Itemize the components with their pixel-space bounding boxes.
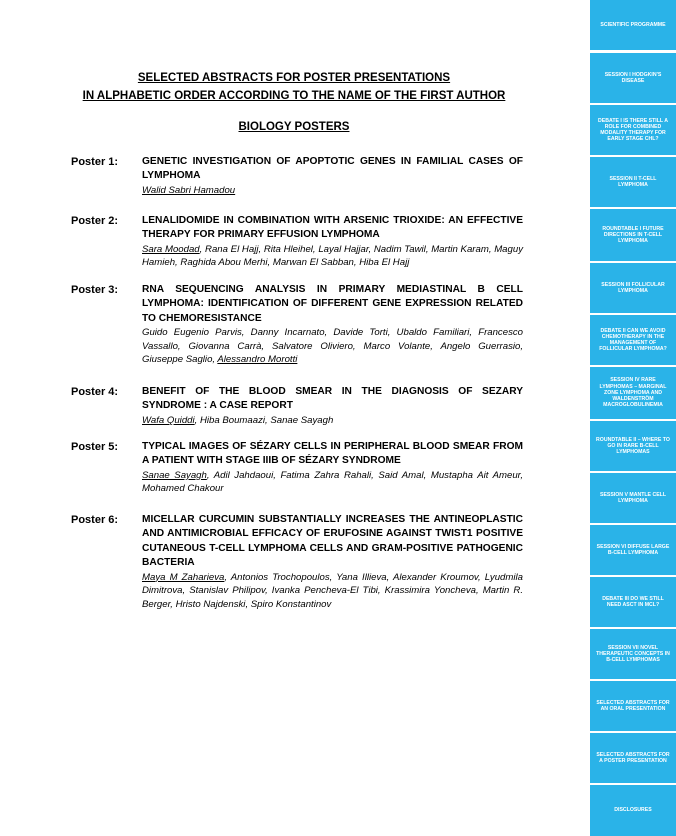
co-authors: , Rana El Hajj, Rita Hleihel, Layal Hajjar, Nadim Tawil, Martin Karam, Maguy Hamieh, Raghida Abou Merhi, Marwan El Sabban, Hiba El Hajj [142, 243, 523, 269]
sidebar-item-label: SELECTED ABSTRACTS FOR A POSTER PRESENTATION [596, 751, 670, 764]
presenting-author: Maya M Zaharieva [142, 571, 225, 583]
poster-title: GENETIC INVESTIGATION OF APOPTOTIC GENES IN FAMILIAL CASES OF LYMPHOMA [142, 156, 523, 182]
poster-authors [142, 414, 523, 428]
poster-title: RNA SEQUENCING ANALYSIS IN PRIMARY MEDIASTINAL B CELL LYMPHOMA: IDENTIFICATION OF DIFFERENT GENE EXPRESSION RELATED TO CHEMORESISTANCE [142, 284, 523, 324]
sidebar-item-debate-3[interactable] [590, 577, 676, 627]
presenting-author: Walid Sabri Hamadou [142, 184, 236, 196]
sidebar-item-disclosures[interactable] [590, 785, 676, 836]
title-line-1: SELECTED ABSTRACTS FOR POSTER PRESENTATIONS [137, 72, 451, 84]
poster-entry-4 [71, 385, 523, 427]
sidebar-item-label: DEBATE II CAN WE AVOID CHEMOTHERAPY IN THE MANAGEMENT OF FOLLICULAR LYMPHOMA? [599, 327, 667, 353]
section-heading: BIOLOGY POSTERS [238, 121, 350, 133]
poster-entry-1 [71, 155, 523, 197]
sidebar-item-label: DEBATE III DO WE STILL NEED ASCT IN MCL? [602, 595, 664, 608]
sidebar-item-label: ROUNDTABLE I FUTURE DIRECTIONS IN T-CELL LYMPHOMA [602, 225, 664, 245]
sidebar-item-label: SCIENTIFIC PROGRAMME [600, 21, 666, 28]
poster-entry-2 [71, 214, 523, 270]
poster-label: Poster 2: [71, 215, 119, 227]
poster-authors [142, 184, 523, 198]
poster-title: TYPICAL IMAGES OF SÉZARY CELLS IN PERIPHERAL BLOOD SMEAR FROM A PATIENT WITH STAGE IIIB OF SÉZARY SYNDROME [142, 441, 523, 467]
poster-authors [142, 243, 523, 270]
sidebar-item-session-6[interactable] [590, 525, 676, 575]
sidebar-item-session-5[interactable] [590, 473, 676, 523]
sidebar-item-label: SESSION IV RARE LYMPHOMAS – MARGINAL ZONE LYMPHOMA AND WALDENSTRÖM MACROGLOBULINEMIA [599, 377, 667, 409]
co-authors: , Antonios Trochopoulos, Yana Illieva, Alexander Kroumov, Lyudmila Dimitrova, Stanislav Philipov, Ivanka Pencheva-El Tibi, Krassimira Yoncheva, Martin R. Berger, Hristo Najdenski, Spiro Konstantinov [142, 571, 523, 610]
sidebar-item-session-4[interactable] [590, 367, 676, 419]
co-authors: , Adil Jahdaoui, Fatima Zahra Rahali, Said Amal, Mustapha Ait Ameur, Mohamed Chakour [142, 469, 523, 495]
sidebar-item-session-2[interactable] [590, 157, 676, 207]
poster-authors [142, 326, 523, 367]
poster-label: Poster 1: [71, 156, 119, 168]
sidebar-item-poster-abstracts[interactable] [590, 733, 676, 783]
co-authors: Guido Eugenio Parvis, Danny Incarnato, Davide Torti, Ubaldo Familiari, Francesco Vassallo, Giovanna Carrà, Salvatore Oliviero, Marco Volante, Angelo Guerrasio, Giuseppe Saglio, [142, 327, 523, 366]
page-title [0, 69, 588, 105]
poster-label: Poster 4: [71, 386, 119, 398]
sidebar-item-scientific-programme[interactable] [590, 0, 676, 50]
poster-title: LENALIDOMIDE IN COMBINATION WITH ARSENIC TRIOXIDE: AN EFFECTIVE THERAPY FOR PRIMARY EFFUSION LYMPHOMA [142, 215, 523, 241]
sidebar-item-debate-2[interactable] [590, 315, 676, 365]
poster-label: Poster 6: [71, 514, 119, 526]
co-authors: , Hiba Boumaazi, Sanae Sayagh [194, 414, 334, 426]
sidebar-item-label: SESSION VI DIFFUSE LARGE B-CELL LYMPHOMA [596, 543, 670, 556]
sidebar-item-label: DEBATE I IS THERE STILL A ROLE FOR COMBINED MODALITY THERAPY FOR EARLY STAGE CHL? [598, 117, 668, 143]
sidebar-item-label: SESSION VII NOVEL THERAPEUTIC CONCEPTS IN B-CELL LYMPHOMAS [596, 644, 670, 664]
sidebar-item-oral-abstracts[interactable] [590, 681, 676, 731]
poster-title: MICELLAR CURCUMIN SUBSTANTIALLY INCREASES THE ANTINEOPLASTIC AND ANTIMICROBIAL EFFICACY OF ERUFOSINE AGAINST TWIST1 POSITIVE CUTANEOUS T-CELL LYMPHOMA CELLS AND GRAM-POSITIVE PATHOGENIC BACTERIA [142, 514, 523, 569]
sidebar-item-label: SELECTED ABSTRACTS FOR AN ORAL PRESENTATION [596, 699, 670, 712]
sidebar-item-debate-1[interactable] [590, 105, 676, 155]
poster-authors [142, 469, 523, 496]
sidebar-item-label: DISCLOSURES [614, 807, 652, 814]
presenting-author: Sanae Sayagh [142, 469, 207, 481]
presenting-author: Sara Moodad [142, 243, 200, 255]
presenting-author: Alessandro Morotti [217, 354, 298, 366]
poster-title: BENEFIT OF THE BLOOD SMEAR IN THE DIAGNOSIS OF SEZARY SYNDROME : A CASE REPORT [142, 386, 523, 412]
poster-authors [142, 571, 523, 612]
title-line-2: IN ALPHABETIC ORDER ACCORDING TO THE NAME OF THE FIRST AUTHOR [82, 90, 506, 102]
poster-entry-5 [71, 440, 523, 496]
sidebar-item-session-1[interactable] [590, 53, 676, 103]
poster-entry-6 [71, 513, 523, 611]
sidebar-item-label: SESSION V MANTLE CELL LYMPHOMA [599, 491, 666, 504]
poster-label: Poster 5: [71, 441, 119, 453]
sidebar-item-session-7[interactable] [590, 629, 676, 679]
sidebar-nav [590, 0, 676, 836]
poster-label: Poster 3: [71, 284, 119, 296]
sidebar-item-label: SESSION II T-CELL LYMPHOMA [609, 175, 657, 188]
sidebar-item-label: ROUNDTABLE II – WHERE TO GO IN RARE B-CELL LYMPHOMAS [596, 436, 670, 456]
poster-entry-3 [71, 283, 523, 367]
sidebar-item-label: SESSION I HODGKIN'S DISEASE [604, 71, 662, 84]
sidebar-item-roundtable-1[interactable] [590, 209, 676, 261]
sidebar-item-roundtable-2[interactable] [590, 421, 676, 471]
presenting-author: Wafa Quiddi [142, 414, 195, 426]
sidebar-item-session-3[interactable] [590, 263, 676, 313]
sidebar-item-label: SESSION III FOLLICULAR LYMPHOMA [601, 281, 665, 294]
